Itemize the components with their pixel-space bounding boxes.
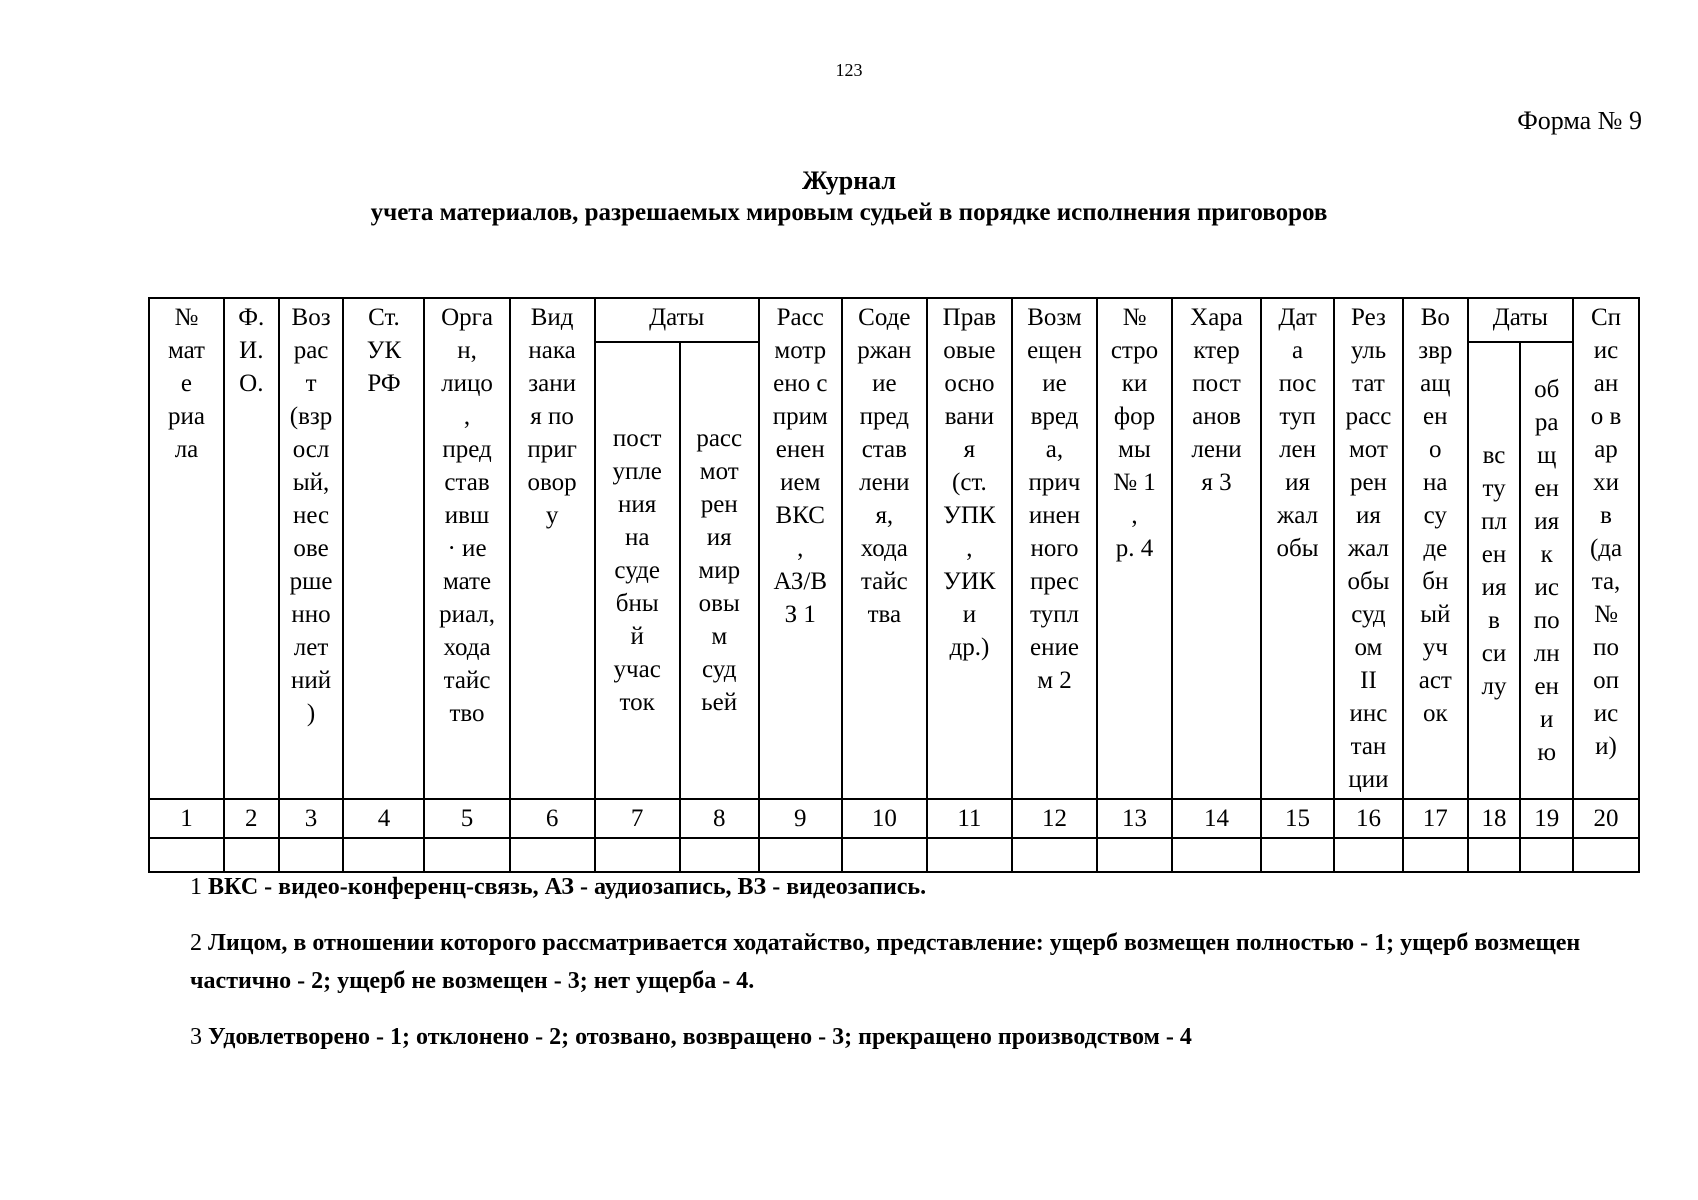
table-cell <box>1468 838 1521 872</box>
header-age: Воз рас т (взр осл ый, нес ове рше нно лет ний ) <box>279 298 344 799</box>
header-criminal-code-article: Ст. УК РФ <box>343 298 424 799</box>
header-complaint-date: Дат а пос туп лен ия жал обы <box>1261 298 1334 799</box>
header-returned-to-court: Во звр ащ ен о на су де бн ый уч аст ок <box>1403 298 1468 799</box>
document-title: Журнал <box>802 166 896 195</box>
column-number: 7 <box>595 799 680 838</box>
footnote-1 <box>190 868 1630 906</box>
table-cell <box>343 838 424 872</box>
title-block <box>0 165 1698 229</box>
column-number: 11 <box>927 799 1012 838</box>
header-ruling-nature: Хара ктер пост анов лени я 3 <box>1172 298 1261 799</box>
journal-table <box>148 297 1640 873</box>
header-receipt-date: пост упле ния на суде бны й учас ток <box>595 342 680 799</box>
column-number: 14 <box>1172 799 1261 838</box>
table-cell <box>149 838 224 872</box>
header-dates-group-1: Даты <box>595 298 759 342</box>
column-number: 13 <box>1097 799 1172 838</box>
table-cell <box>1097 838 1172 872</box>
column-number: 17 <box>1403 799 1468 838</box>
table-cell <box>279 838 344 872</box>
column-number-row <box>149 799 1639 838</box>
column-number: 15 <box>1261 799 1334 838</box>
header-material-number: № мат е риа ла <box>149 298 224 799</box>
column-number: 10 <box>842 799 927 838</box>
table-cell <box>680 838 759 872</box>
column-number: 5 <box>424 799 509 838</box>
header-form-line-number: № стро ки фор мы № 1 , р. 4 <box>1097 298 1172 799</box>
table-cell <box>595 838 680 872</box>
table-cell <box>1334 838 1403 872</box>
column-number: 19 <box>1520 799 1573 838</box>
header-damage-compensation: Возм ещен ие вред а, прич инен ного прес тупл ение м 2 <box>1012 298 1097 799</box>
table-cell <box>224 838 279 872</box>
empty-data-row <box>149 838 1639 872</box>
column-number: 18 <box>1468 799 1521 838</box>
column-number: 2 <box>224 799 279 838</box>
table-cell <box>1520 838 1573 872</box>
column-number: 4 <box>343 799 424 838</box>
footnote-2-text: Лицом, в отношении которого рассматривается ходатайство, представление: ущерб возмещен полностью - 1; ущерб возмещен частично - 2; ущерб не возмещен - 3; нет ущерба - 4. <box>190 930 1581 994</box>
header-review-date: расс мот рен ия мир овы м суд ьей <box>680 342 759 799</box>
footnote-1-text: ВКС - видео-конференц-связь, АЗ - аудиозапись, ВЗ - видеозапись. <box>208 874 927 900</box>
header-sentence-type: Вид нака зани я по приг овор у <box>510 298 595 799</box>
journal-table-container <box>148 297 1640 873</box>
column-number: 16 <box>1334 799 1403 838</box>
footnote-1-number: 1 <box>190 874 208 900</box>
column-number: 1 <box>149 799 224 838</box>
table-cell <box>759 838 842 872</box>
document-subtitle: учета материалов, разрешаемых мировым судьей в порядке исполнения приговоров <box>370 199 1328 226</box>
footnote-3-number: 3 <box>190 1024 208 1050</box>
column-number: 3 <box>279 799 344 838</box>
table-cell <box>927 838 1012 872</box>
header-legal-grounds: Прав овые осно вани я (ст. УПК , УИК и др.) <box>927 298 1012 799</box>
column-number: 12 <box>1012 799 1097 838</box>
footnote-3 <box>190 1018 1630 1056</box>
header-execution-request: об ра щ ен ия к ис по лн ен и ю <box>1520 342 1573 799</box>
column-number: 9 <box>759 799 842 838</box>
table-cell <box>842 838 927 872</box>
header-entry-into-force: вс ту пл ен ия в си лу <box>1468 342 1521 799</box>
page-number: 123 <box>835 60 863 80</box>
header-submitting-body: Орга н, лицо , пред став ивш · ие мате риал, хода тайс тво <box>424 298 509 799</box>
column-number: 20 <box>1573 799 1639 838</box>
footnote-2-number: 2 <box>190 930 208 956</box>
table-cell <box>510 838 595 872</box>
column-number: 8 <box>680 799 759 838</box>
footnote-2 <box>190 924 1630 1000</box>
table-cell <box>1172 838 1261 872</box>
header-appeal-result: Рез уль тат расс мот рен ия жал обы суд ом II инс тан ции <box>1334 298 1403 799</box>
table-cell <box>1573 838 1639 872</box>
column-number: 6 <box>510 799 595 838</box>
header-video-conference: Расс мотр ено с прим енен ием ВКС , АЗ/В З 1 <box>759 298 842 799</box>
header-petition-content: Соде ржан ие пред став лени я, хода тайс тва <box>842 298 927 799</box>
table-cell <box>1261 838 1334 872</box>
header-dates-group-2: Даты <box>1468 298 1573 342</box>
header-archived: Сп ис ан о в ар хи в (да та, № по оп ис и) <box>1573 298 1639 799</box>
table-cell <box>1012 838 1097 872</box>
table-cell <box>424 838 509 872</box>
footnotes <box>190 868 1630 1074</box>
footnote-3-text: Удовлетворено - 1; отклонено - 2; отозвано, возвращено - 3; прекращено производством - 4 <box>208 1024 1192 1050</box>
form-number: Форма № 9 <box>1517 106 1642 135</box>
header-row-1 <box>149 298 1639 342</box>
header-full-name: Ф. И. О. <box>224 298 279 799</box>
table-cell <box>1403 838 1468 872</box>
